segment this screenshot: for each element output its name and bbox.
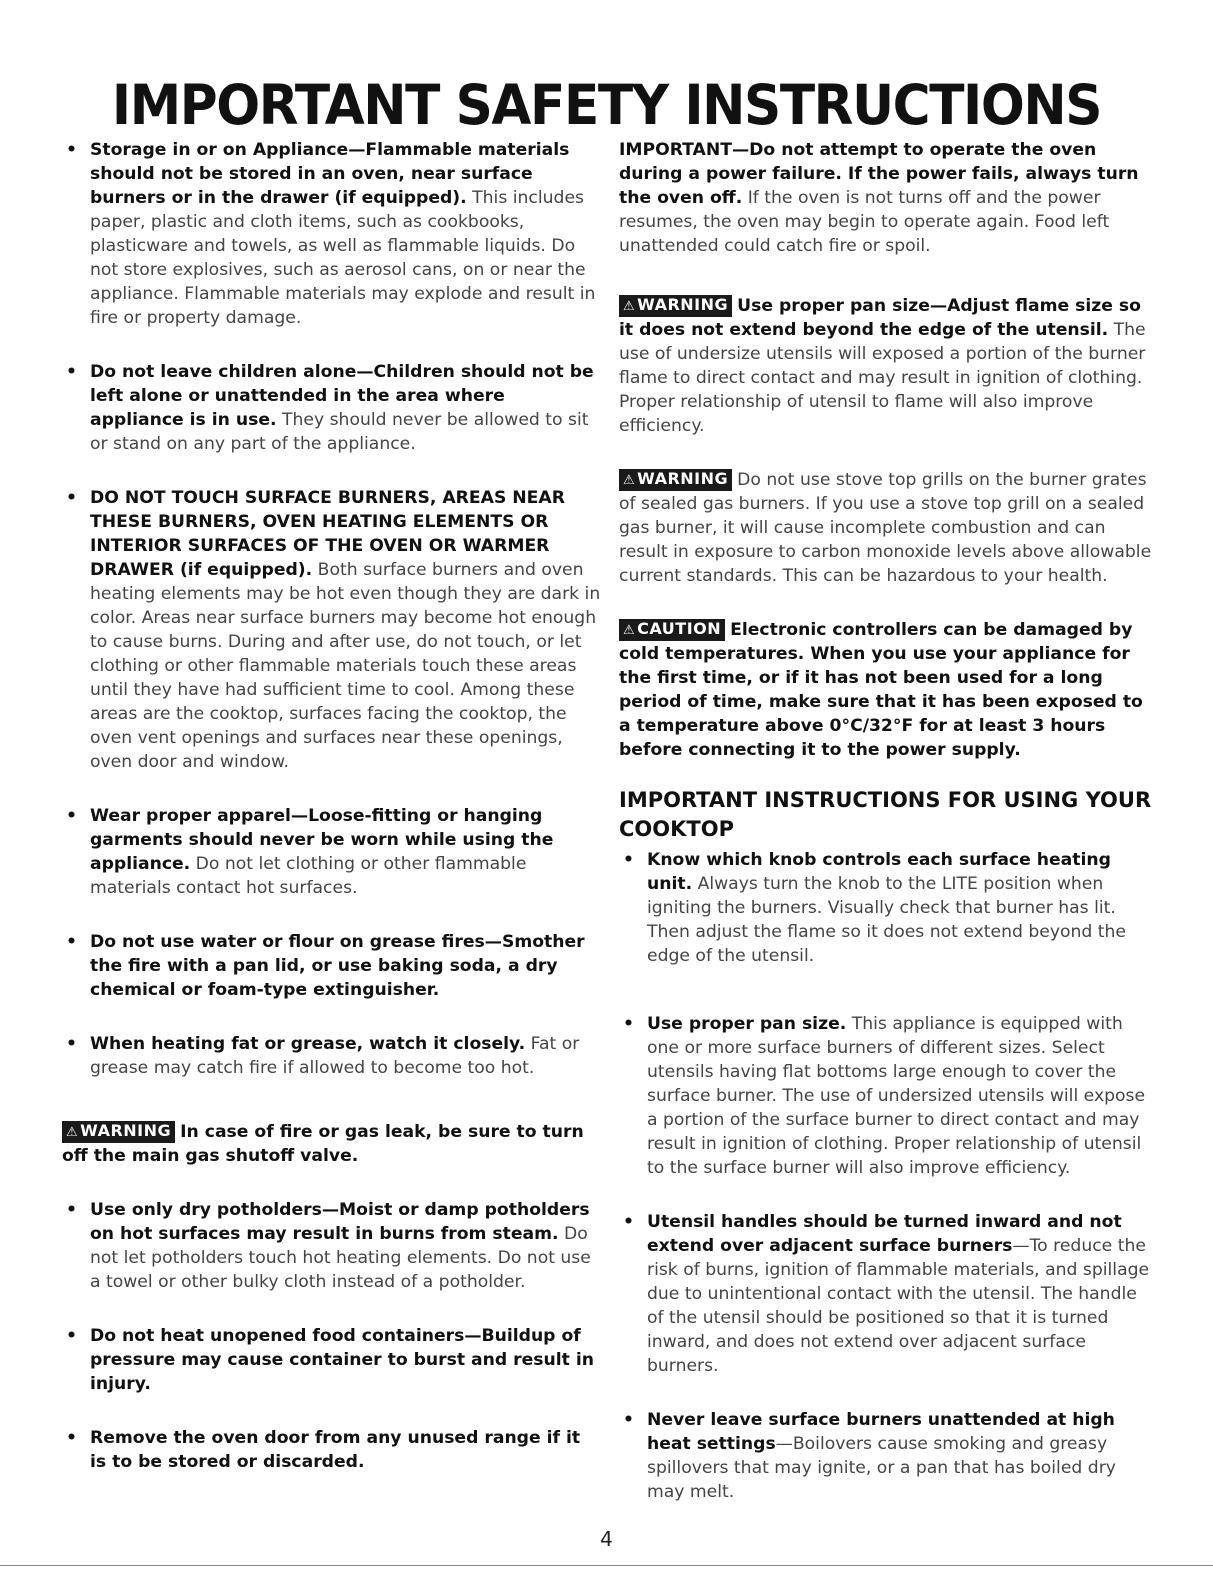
list-item bbox=[62, 930, 602, 1002]
item-text: Do not let potholders touch hot heating elements. Do not use a towel or other bulky cloth instead of a potholder. bbox=[90, 1224, 591, 1292]
footer-divider bbox=[0, 1565, 1213, 1566]
item-heading: Know which knob controls each surface heating unit. bbox=[647, 850, 1111, 894]
warning-badge: ⚠ WARNING bbox=[62, 1121, 175, 1143]
item-text: Fat or grease may catch fire if allowed to become too hot. bbox=[90, 1034, 580, 1078]
list-item bbox=[62, 1324, 602, 1396]
bullet-icon: • bbox=[623, 850, 634, 870]
item-heading: Use only dry potholders—Moist or damp potholders on hot surfaces may result in burns from steam. bbox=[90, 1200, 590, 1244]
left-column bbox=[62, 138, 602, 1504]
page-title: IMPORTANT SAFETY INSTRUCTIONS bbox=[111, 73, 1102, 137]
warning-paragraph bbox=[62, 1120, 602, 1168]
right-column bbox=[619, 138, 1154, 1534]
page-number: 4 bbox=[600, 1527, 613, 1551]
caution-heading: Electronic controllers can be damaged by cold temperatures. When you use your appliance for the first time, or if it has not been used for a long period of time, make sure that it has been exposed to a temperature above 0°C/32°F for at least 3 hours before connecting it to the power supply. bbox=[619, 620, 1143, 760]
warning-badge: ⚠ WARNING bbox=[619, 469, 732, 491]
power-failure-paragraph: IMPORTANT—Do not attempt to operate the oven during a power failure. If the power fails, always turn the oven off. If the oven is not turns off and the power resumes, the oven may begin to operate again. Food left unattended could catch fire or spoil. bbox=[619, 140, 1139, 256]
bullet-icon: • bbox=[66, 932, 77, 952]
caution-paragraph bbox=[619, 618, 1154, 762]
warning-badge: ⚠ WARNING bbox=[619, 295, 732, 317]
list-item bbox=[62, 486, 602, 774]
bullet-icon: • bbox=[66, 140, 77, 160]
warning-triangle-icon: ⚠ bbox=[623, 299, 636, 314]
warning-triangle-icon: ⚠ bbox=[66, 1125, 79, 1140]
item-text: —To reduce the risk of burns, ignition of flammable materials, and spillage due to unintentional contact with the utensil. The handle of the utensil should be positioned so that it is turned inward, and does not extend over adjacent surface burners. bbox=[647, 1236, 1150, 1376]
item-text: They should never be allowed to sit or stand on any part of the appliance. bbox=[90, 410, 589, 454]
warning-triangle-icon: ⚠ bbox=[623, 473, 636, 488]
list-item bbox=[62, 1426, 602, 1474]
item-heading: Storage in or on Appliance—Flammable materials should not be stored in an oven, near surface burners or in the drawer (if equipped). bbox=[90, 140, 570, 208]
warning-paragraph bbox=[619, 468, 1154, 588]
list-item bbox=[619, 848, 1154, 968]
warning-heading: Use proper pan size—Adjust flame size so it does not extend beyond the edge of the utensil. bbox=[619, 296, 1141, 340]
item-heading: Do not use water or flour on grease fires—Smother the fire with a pan lid, or use baking soda, a dry chemical or foam-type extinguisher. bbox=[90, 932, 585, 1000]
item-heading: Do not heat unopened food containers—Buildup of pressure may cause container to burst and result in injury. bbox=[90, 1326, 594, 1394]
item-text: This includes paper, plastic and cloth items, such as cookbooks, plasticware and towels, as well as flammable liquids. Do not store explosives, such as aerosol cans, on or near the appliance. Flammable materials may explode and result in fire or property damage. bbox=[90, 188, 596, 328]
item-text: —Boilovers cause smoking and greasy spillovers that may ignite, or a pan that has boiled dry may melt. bbox=[647, 1434, 1116, 1502]
item-heading: Wear proper apparel—Loose-fitting or hanging garments should never be worn while using the appliance. bbox=[90, 806, 554, 874]
item-text: Both surface burners and oven heating elements may be hot even though they are dark in color. Areas near surface burners may become hot enough to cause burns. During and after use, do not touch, or let clothing or other flammable materials touch these areas until they have had sufficient time to cool. Among these areas are the cooktop, surfaces facing the cooktop, the oven vent openings and surfaces near these openings, oven door and window. bbox=[90, 560, 601, 772]
bullet-icon: • bbox=[623, 1410, 634, 1430]
list-item bbox=[619, 1408, 1154, 1504]
bullet-icon: • bbox=[623, 1014, 634, 1034]
list-item bbox=[62, 1198, 602, 1294]
warning-text: Do not use stove top grills on the burner grates of sealed gas burners. If you use a stove top grill on a sealed gas burner, it will cause incomplete combustion and can result in exposure to carbon monoxide levels above allowable current standards. This can be hazardous to your health. bbox=[619, 470, 1152, 586]
bullet-icon: • bbox=[623, 1212, 634, 1232]
list-item bbox=[62, 804, 602, 900]
paragraph-heading: IMPORTANT—Do not attempt to operate the oven during a power failure. If the power fails, always turn the oven off. bbox=[619, 140, 1139, 208]
bullet-icon: • bbox=[66, 1326, 77, 1346]
bullet-icon: • bbox=[66, 806, 77, 826]
caution-badge: ⚠ CAUTION bbox=[619, 619, 725, 641]
item-heading: Use proper pan size. bbox=[647, 1014, 847, 1034]
bullet-icon: • bbox=[66, 488, 77, 508]
list-item bbox=[619, 1012, 1154, 1180]
item-heading: Never leave surface burners unattended at high heat settings bbox=[647, 1410, 1115, 1454]
bullet-icon: • bbox=[66, 1428, 77, 1448]
list-item bbox=[62, 138, 602, 330]
list-item bbox=[619, 1210, 1154, 1378]
item-heading: When heating fat or grease, watch it closely. bbox=[90, 1034, 526, 1054]
warning-paragraph: ⚠ WARNING Use proper pan size—Adjust flame size so it does not extend beyond the edge of the utensil. The use of undersize utensils will exposed a portion of the burner flame to direct contact and may result in ignition of clothing. Proper relationship of utensil to flame will also improve efficiency. bbox=[619, 295, 1146, 436]
item-heading: Utensil handles should be turned inward and not extend over adjacent surface burners bbox=[647, 1212, 1122, 1256]
caution-triangle-icon: ⚠ bbox=[623, 623, 636, 638]
list-item bbox=[62, 360, 602, 456]
list-item bbox=[62, 1032, 602, 1080]
bullet-icon: • bbox=[66, 362, 77, 382]
bullet-icon: • bbox=[66, 1034, 77, 1054]
item-heading: Remove the oven door from any unused range if it is to be stored or discarded. bbox=[90, 1428, 581, 1472]
item-text: This appliance is equipped with one or more surface burners of different sizes. Select utensils having flat bottoms large enough to cover the surface burner. The use of undersized utensils will expose a portion of the surface burner to direct contact and may result in ignition of clothing. Proper relationship of utensil to the surface burner will also improve efficiency. bbox=[647, 1014, 1146, 1178]
bullet-icon: • bbox=[66, 1200, 77, 1220]
warning-heading: In case of fire or gas leak, be sure to turn off the main gas shutoff valve. bbox=[62, 1122, 584, 1166]
item-heading: DO NOT TOUCH SURFACE BURNERS, AREAS NEAR THESE BURNERS, OVEN HEATING ELEMENTS OR INTERIOR SURFACES OF THE OVEN OR WARMER DRAWER (if equipped). bbox=[90, 488, 565, 580]
section-title: IMPORTANT INSTRUCTIONS FOR USING YOUR COOKTOP bbox=[619, 788, 1152, 841]
item-text: Do not let clothing or other flammable materials contact hot surfaces. bbox=[90, 854, 527, 898]
item-text: Always turn the knob to the LITE position when igniting the burners. Visually check that burner has lit. Then adjust the flame so it does not extend beyond the edge of the utensil. bbox=[647, 874, 1127, 966]
item-heading: Do not leave children alone—Children should not be left alone or unattended in the area where appliance is in use. bbox=[90, 362, 594, 430]
